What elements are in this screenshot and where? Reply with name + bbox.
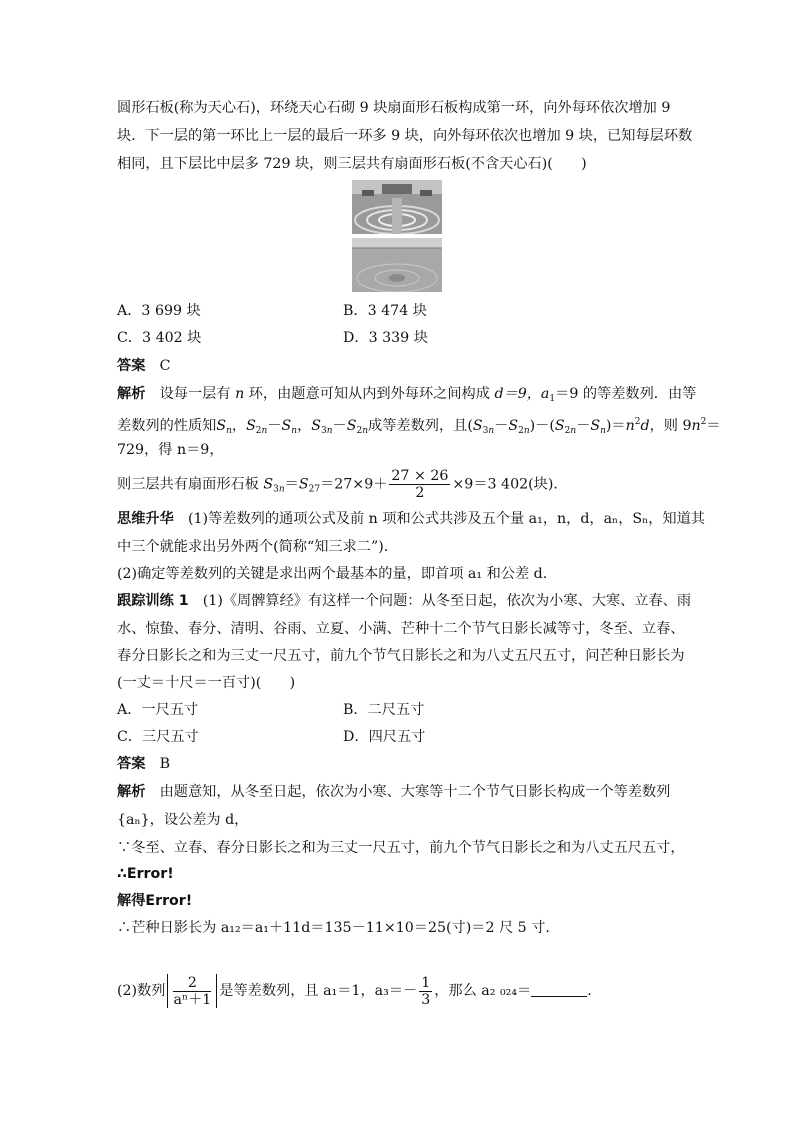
analysis-text: ，则 9 — [649, 418, 692, 434]
training-label: 跟踪训练 1 — [117, 593, 189, 609]
option-a: A．3 699 块 — [117, 303, 201, 319]
analysis-label: 解析 — [117, 784, 146, 800]
analysis-text: 则三层共有扇面形石板 — [117, 476, 259, 493]
problem-text: 是等差数列，且 a₁＝1，a₃＝－ — [219, 983, 418, 999]
problem-text: . — [587, 983, 592, 999]
analysis-2-line-3: ∵冬至、立春、春分日影长之和为三丈一尺五寸，前九个节气日影长之和为八丈五尺五寸， — [117, 840, 685, 856]
problem-line-1: 圆形石板(称为天心石)，环绕天心石砌 9 块扇面形石板构成第一环，向外每环依次增加 9 — [117, 100, 671, 116]
training-line-4: (一丈＝十尺＝一百寸)( ) — [117, 675, 296, 691]
fraction: $\frac{2}{\text{aⁿ＋1}}$ — [173, 974, 212, 1008]
summary-label: 思维升华 — [117, 511, 174, 527]
option-c: C．3 402 块 — [117, 330, 202, 346]
analysis-1-line-3: 729，得 n＝9， — [117, 442, 224, 458]
training-line-2: 水、惊蛰、春分、清明、谷雨、立夏、小满、芒种十二个节气日影长减等寸，冬至、立春、 — [117, 621, 685, 637]
analysis-2-line-5: 解得Error! — [117, 893, 193, 909]
answer-label: 答案 — [117, 358, 146, 374]
training-line-1 — [117, 591, 691, 611]
option2-c: C．三尺五寸 — [117, 729, 199, 745]
sequence-brace — [167, 974, 217, 1008]
fraction: $\frac{1}{3}$ — [421, 974, 431, 1008]
analysis-text: ＝9 的等差数列．由等 — [555, 386, 697, 402]
analysis-1-line-1: 解析 设每一层有 n 环，由题意可知从内到外每环之间构成 d＝9，$a_1=9$ 的等差数列．由等 — [117, 386, 697, 404]
option-b: B．3 474 块 — [343, 303, 427, 319]
problem-line-3: 相同，且下层比中层多 729 块，则三层共有扇面形石板(不含天心石)( ) — [117, 156, 587, 172]
answer-label: 答案 — [117, 756, 146, 772]
analysis-2-line-1 — [117, 782, 670, 802]
problem-text: (2)数列 — [117, 983, 166, 999]
analysis-text: 成等差数列，且 — [368, 418, 468, 434]
analysis-1-line-4: 则三层共有扇面形石板 $S_{3n}=S_{27}=27\times 9+$ $\frac{27 \times 26}{2}$ ×9＝3 402(块)． — [117, 468, 568, 501]
analysis-text: 由题意知，从冬至日起，依次为小寒、大寒等十二个节气日影长构成一个等差数列 — [159, 784, 671, 800]
analysis-2-line-2: {aₙ}，设公差为 d， — [117, 812, 249, 828]
answer-1 — [117, 356, 170, 376]
temple-altar-photo — [352, 180, 442, 292]
training-line-3: 春分日影长之和为三丈一尺五寸，前九个节气日影长之和为八丈五尺五寸，问芒种日影长为 — [117, 648, 685, 664]
answer-value: B — [159, 756, 171, 772]
analysis-text: 设每一层有 — [159, 386, 231, 402]
analysis-text: ＝27×9＋ — [320, 476, 388, 493]
analysis-2-line-6: ∴芒种日影长为 a₁₂＝a₁＋11d＝135－11×10＝25(寸)＝2 尺 5 寸． — [117, 920, 560, 936]
summary-line-1 — [117, 509, 705, 529]
summary-text: (1)等差数列的通项公式及前 n 项和公式共涉及五个量 a₁，n，d，aₙ，Sₙ，知道其 — [187, 511, 705, 527]
summary-line-3: (2)确定等差数列的关键是求出两个最基本的量，即首项 a₁ 和公差 d. — [117, 566, 548, 582]
answer-blank[interactable] — [531, 984, 587, 997]
analysis-text: 差数列的性质知 — [117, 418, 217, 434]
answer-value: C — [159, 358, 171, 374]
answer-2 — [117, 754, 170, 774]
analysis-2-line-4: ∴Error! — [117, 866, 174, 882]
equation-d: d＝9， — [494, 386, 541, 402]
analysis-label: 解析 — [117, 386, 146, 402]
option2-a: A．一尺五寸 — [117, 702, 199, 718]
option2-b: B．二尺五寸 — [343, 702, 425, 718]
option-d: D．3 339 块 — [343, 330, 428, 346]
problem-2-line — [117, 974, 592, 1008]
training-text: (1)《周髀算经》有这样一个问题：从冬至日起，依次为小寒、大寒、立春、雨 — [202, 593, 692, 609]
variable-n: n — [235, 386, 245, 402]
problem-line-2: 块．下一层的第一环比上一层的最后一环多 9 块，向外每环依次也增加 9 块，已知每层环数 — [117, 128, 693, 144]
analysis-1-line-2: 差数列的性质知$S_n$，$S_{2n}-S_n$，$S_{3n}-S_{2n}$成等差数列，且$(S_{3n}-S_{2n})-(S_{2n}-S_n)=n^2d$，则 $9n^2=$ — [117, 417, 721, 436]
analysis-text: 环，由题意可知从内到外每环之间构成 — [248, 386, 490, 402]
option2-d: D．四尺五寸 — [343, 729, 426, 745]
summary-line-2: 中三个就能求出另外两个(简称“知三求二”)． — [117, 539, 398, 555]
analysis-text: ×9＝3 402(块)． — [452, 476, 568, 493]
fraction: $\frac{27 \times 26}{2}$ — [391, 468, 449, 501]
problem-text: ，那么 a₂ ₀₂₄＝ — [434, 983, 532, 999]
